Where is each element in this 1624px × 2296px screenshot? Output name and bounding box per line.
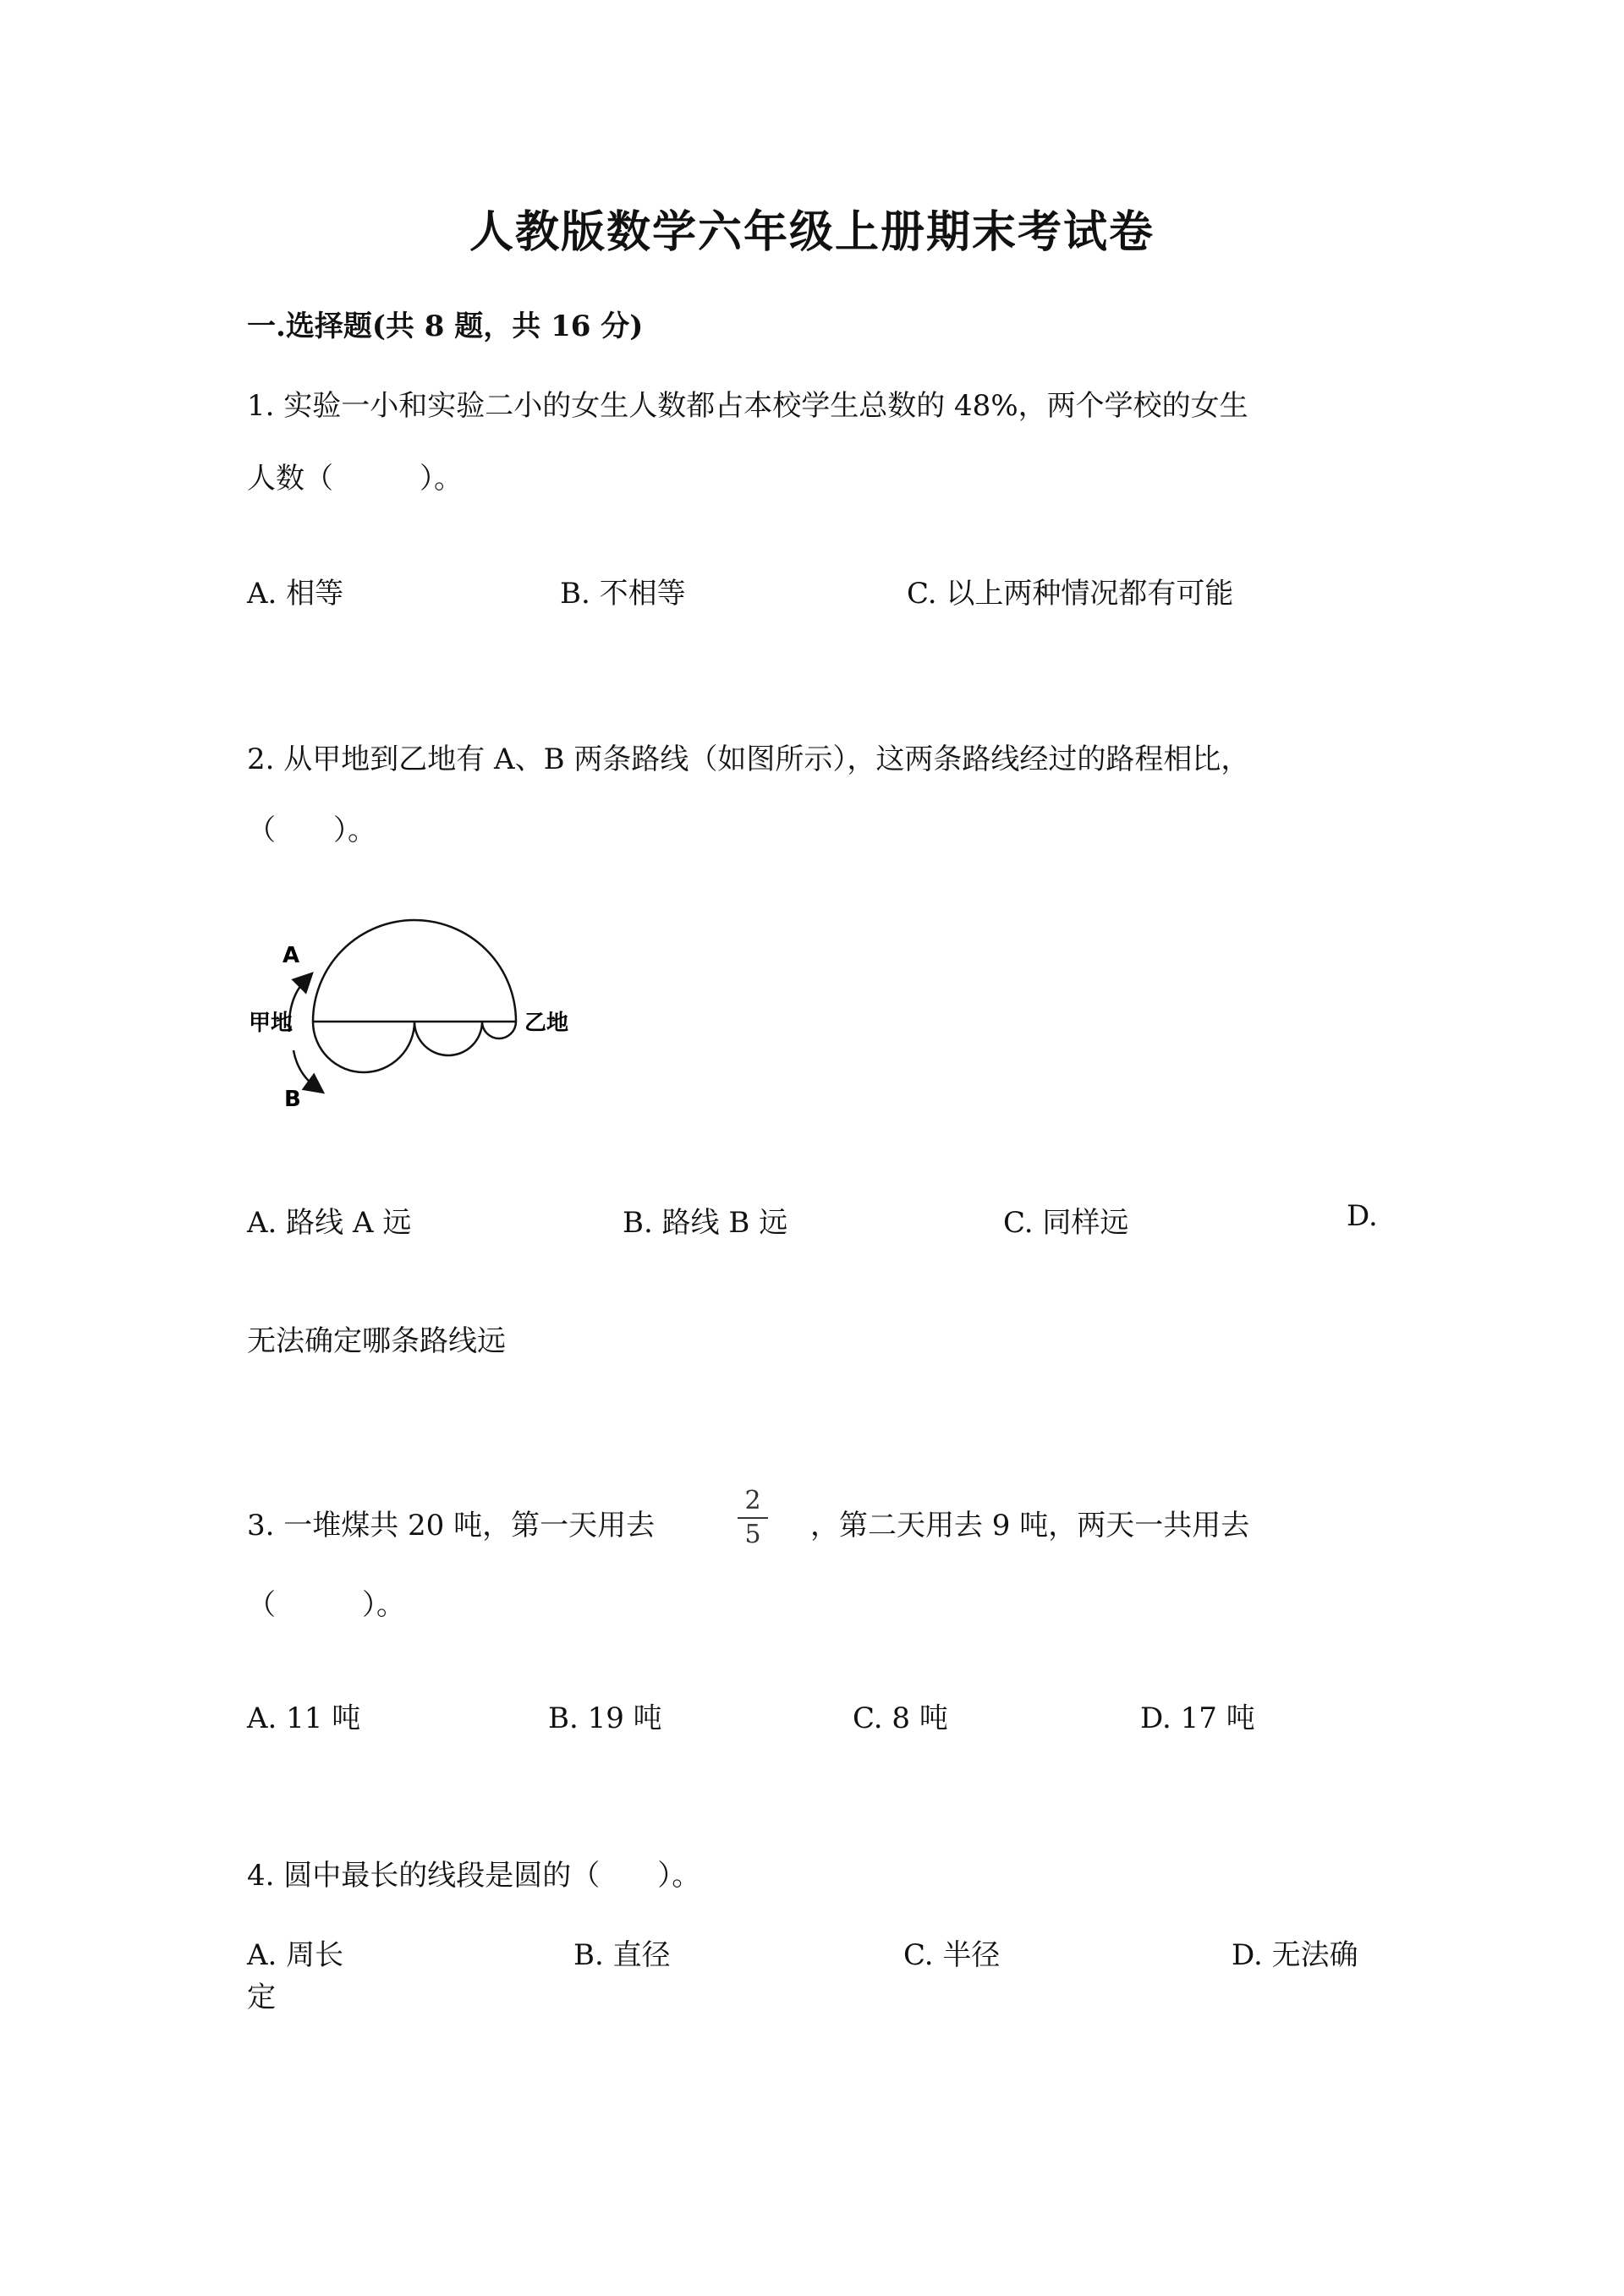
- page-title: 人教版数学六年级上册期末考试卷: [469, 206, 1155, 258]
- question-4-line-1: 4. 圆中最长的线段是圆的（ ）。: [247, 1859, 701, 1893]
- route-diagram: [247, 905, 602, 1125]
- question-1-option-c[interactable]: C. 以上两种情况都有可能: [907, 577, 1234, 611]
- question-2-option-a[interactable]: A. 路线 A 远: [247, 1206, 412, 1240]
- question-4-option-a[interactable]: A. 周长: [247, 1938, 344, 1972]
- question-3-option-c[interactable]: C. 8 吨: [853, 1701, 948, 1735]
- question-2-line-1: 2. 从甲地到乙地有 A、B 两条路线（如图所示），这两条路线经过的路程相比，: [247, 743, 1250, 776]
- label-b: B: [284, 1087, 301, 1112]
- question-1-option-a[interactable]: A. 相等: [247, 577, 344, 611]
- question-4-option-d[interactable]: D. 无法确: [1232, 1938, 1358, 1972]
- question-4-option-b[interactable]: B. 直径: [573, 1938, 671, 1972]
- label-end: 乙地: [524, 1011, 569, 1036]
- question-2-option-d-cont: 无法确定哪条路线远: [247, 1324, 506, 1358]
- question-1-option-b[interactable]: B. 不相等: [560, 577, 686, 611]
- question-3-line-2: （ ）。: [247, 1588, 405, 1622]
- question-4-option-c[interactable]: C. 半径: [903, 1938, 1001, 1972]
- question-3-line-1-before: 3. 一堆煤共 20 吨，第一天用去: [247, 1509, 656, 1543]
- label-a: A: [283, 943, 300, 968]
- question-3-line-1-after: ，第二天用去 9 吨，两天一共用去: [810, 1509, 1250, 1543]
- fraction-two-fifths: [738, 1488, 768, 1548]
- question-3-option-d[interactable]: D. 17 吨: [1140, 1701, 1255, 1735]
- fraction-numerator: 2: [738, 1488, 768, 1519]
- question-2-option-b[interactable]: B. 路线 B 远: [623, 1206, 788, 1240]
- route-a-arc: [313, 920, 516, 1022]
- question-1-line-2: 人数（ ）。: [247, 462, 463, 496]
- question-2-line-2: （ ）。: [247, 814, 376, 847]
- question-3-option-b[interactable]: B. 19 吨: [548, 1701, 662, 1735]
- question-3-option-a[interactable]: A. 11 吨: [247, 1701, 361, 1735]
- question-2-option-d[interactable]: D.: [1347, 1199, 1378, 1233]
- question-2-option-c[interactable]: C. 同样远: [1003, 1206, 1129, 1240]
- section-heading: 一.选择题(共 8 题，共 16 分): [247, 310, 644, 343]
- question-1-line-1: 1. 实验一小和实验二小的女生人数都占本校学生总数的 48%，两个学校的女生: [247, 389, 1248, 423]
- fraction-denominator: 5: [744, 1520, 761, 1549]
- route-b-arrow: [294, 1050, 316, 1088]
- label-start: 甲地: [249, 1011, 294, 1036]
- route-b-arcs: [313, 1022, 516, 1072]
- question-4-option-d-cont: 定: [247, 1981, 276, 2014]
